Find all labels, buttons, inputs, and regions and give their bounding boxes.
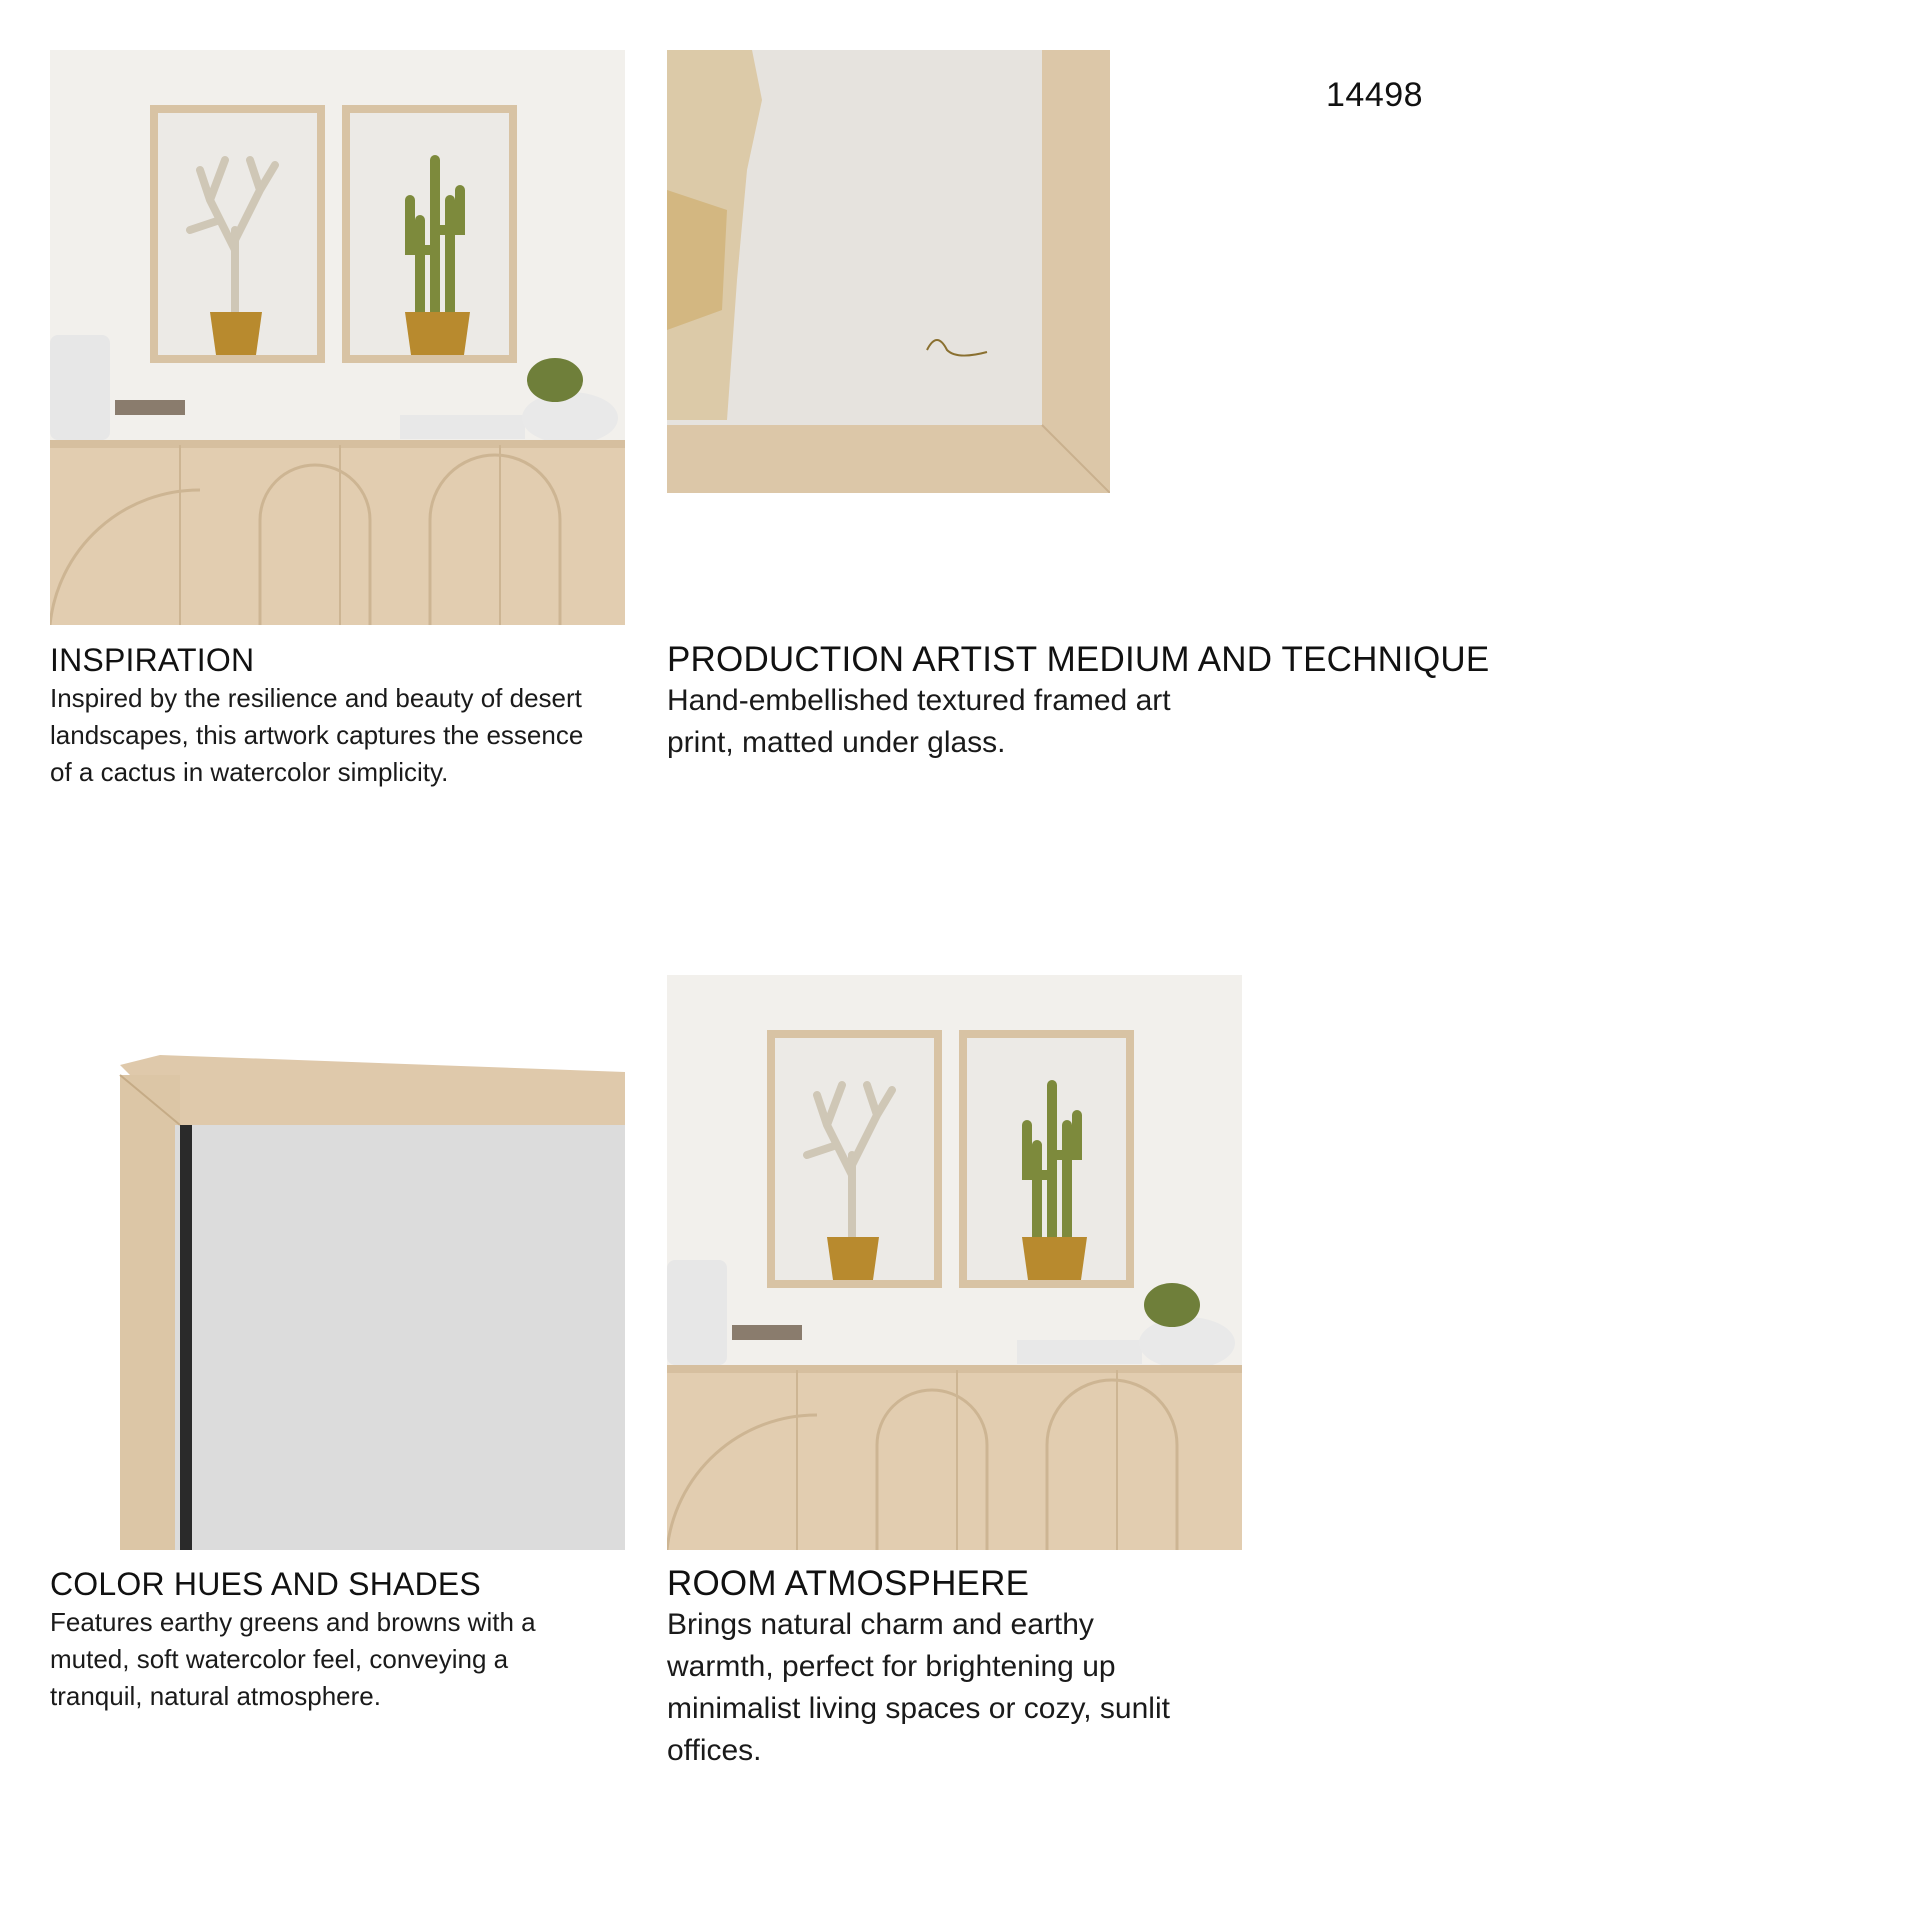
section-inspiration [50, 640, 650, 791]
section-heading: INSPIRATION [50, 642, 255, 678]
section-body-line: offices. [667, 1734, 762, 1767]
section-body-line: print, matted under glass. [667, 726, 1006, 759]
section-body-line: of a cactus in watercolor simplicity. [50, 757, 449, 787]
sku-number: 14498 [1326, 76, 1424, 114]
section-production [667, 640, 1567, 764]
section-body-line: warmth, perfect for brightening up [667, 1650, 1116, 1683]
section-body-line: muted, soft watercolor feel, conveying a [50, 1644, 509, 1674]
frame-corner-image [50, 975, 625, 1550]
section-body-line: Inspired by the resilience and beauty of desert [50, 683, 582, 713]
section-heading: ROOM ATMOSPHERE [667, 1564, 1030, 1603]
room-scene-image [50, 50, 625, 625]
frame-detail-image [667, 50, 1110, 493]
section-body-line: Brings natural charm and earthy [667, 1608, 1094, 1641]
section-body-line: landscapes, this artwork captures the essence [50, 720, 584, 750]
section-body-line: minimalist living spaces or cozy, sunlit [667, 1692, 1170, 1725]
section-heading: PRODUCTION ARTIST MEDIUM AND TECHNIQUE [667, 640, 1490, 679]
section-body-line: Hand-embellished textured framed art [667, 684, 1171, 717]
section-body-line: Features earthy greens and browns with a [50, 1607, 536, 1637]
section-heading: COLOR HUES AND SHADES [50, 1566, 481, 1602]
section-body-line: tranquil, natural atmosphere. [50, 1681, 381, 1711]
section-color [50, 1564, 650, 1715]
room-atmosphere-image [667, 975, 1242, 1550]
section-room [667, 1564, 1367, 1772]
